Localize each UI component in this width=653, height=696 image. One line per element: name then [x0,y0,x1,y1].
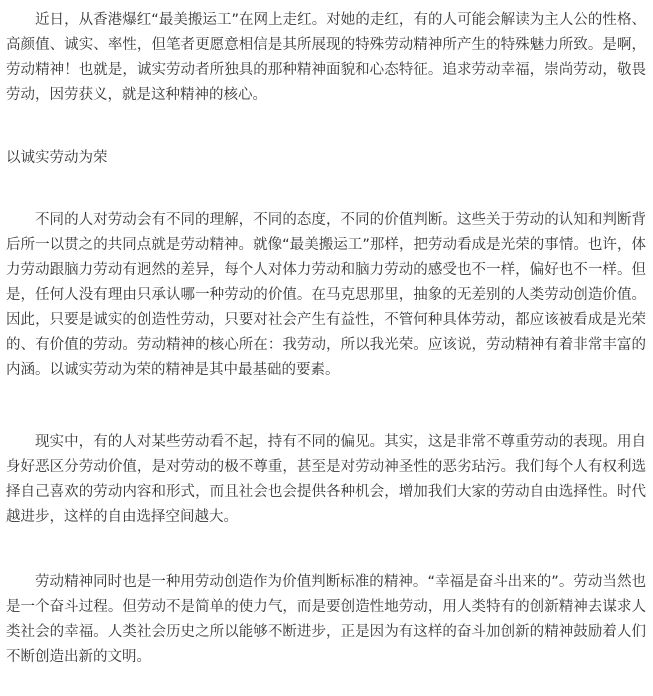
paragraph-struggle: 劳动精神同时也是一种用劳动创造作为价值判断标准的精神。“幸福是奋斗出来的”。劳动当然也是一个奋斗过程。但劳动不是简单的使力气，而是要创造性地劳动，用人类特有的创新精神去谋求人类社会的幸福。人类社会历史之所以能够不断进步，正是因为有这样的奋斗加创新的精神鼓励着人们不断创造出新的文明。 [6,574,646,665]
paragraph-reality: 现实中，有的人对某些劳动看不起，持有不同的偏见。其实，这是非常不尊重劳动的表现。用自身好恶区分劳动价值，是对劳动的极不尊重，甚至是对劳动神圣性的恶劣玷污。我们每个人有权利选择自己喜欢的劳动内容和形式，而且社会也会提供各种机会，增加我们大家的劳动自由选择性。时代越进步，这样的自由选择空间越大。 [6,434,646,525]
paragraph-intro: 近日，从香港爆红“最美搬运工”在网上走红。对她的走红，有的人可能会解读为主人公的性格、高颜值、诚实、率性，但笔者更愿意相信是其所展现的特殊劳动精神所产生的特殊魅力所致。是啊，劳动精神！也就是，诚实劳动者所独具的那种精神面貌和心态特征。追求劳动幸福，崇尚劳动，敬畏劳动，因劳获义，就是这种精神的核心。 [6,12,646,103]
paragraph-understanding: 不同的人对劳动会有不同的理解，不同的态度，不同的价值判断。这些关于劳动的认知和判断背后所一以贯之的共同点就是劳动精神。就像“最美搬运工”那样，把劳动看成是光荣的事情。也许，体力劳动跟脑力劳动有迥然的差异，每个人对体力劳动和脑力劳动的感受也不一样，偏好也不一样。但是，任何人没有理由只承认哪一种劳动的价值。在马克思那里，抽象的无差别的人类劳动创造价值。因此，只要是诚实的创造性劳动，只要对社会产生有益性，不管何种具体劳动，都应该被看成是光荣的、有价值的劳动。劳动精神的核心所在：我劳动，所以我光荣。应该说，劳动精神有着非常丰富的内涵。以诚实劳动为荣的精神是其中最基础的要素。 [6,212,646,378]
section-heading: 以诚实劳动为荣 [6,150,108,166]
